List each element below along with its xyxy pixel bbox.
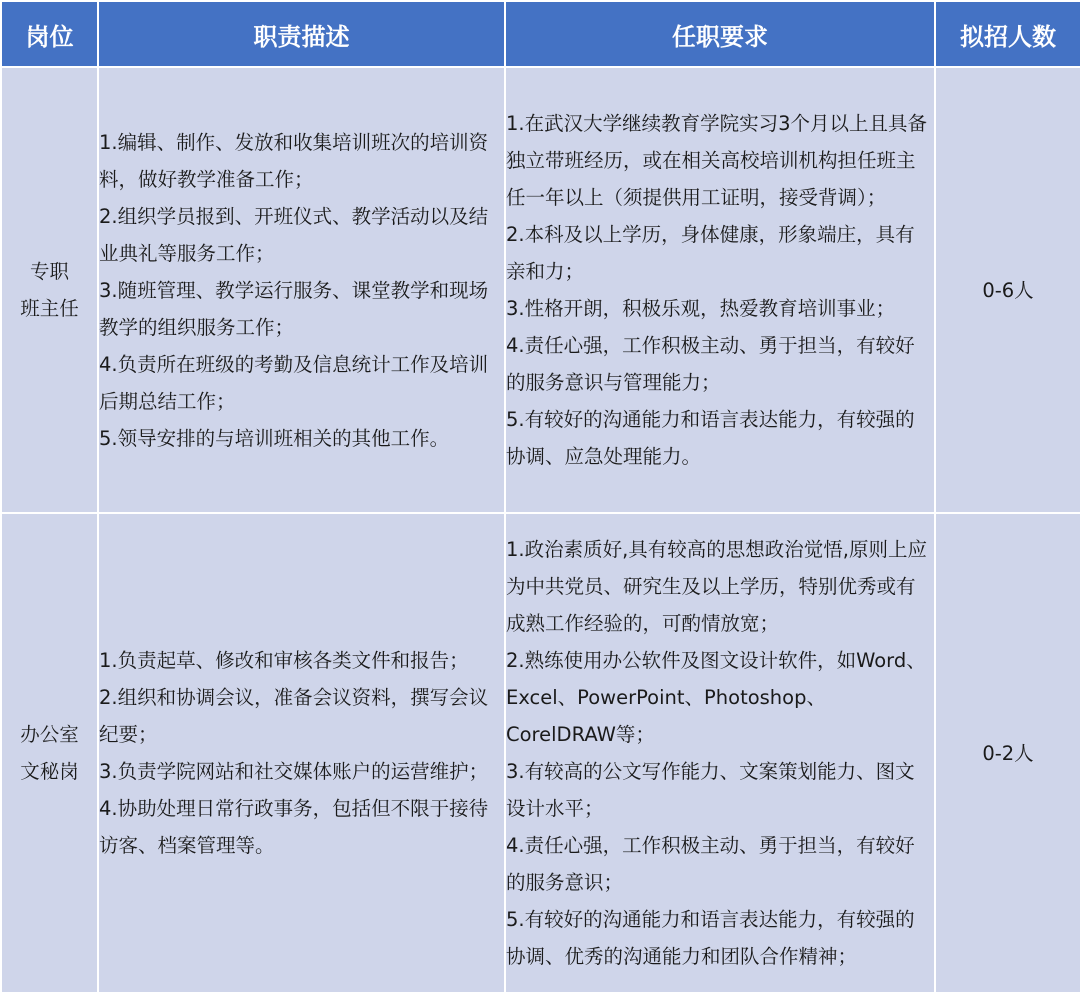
- list-item: 1.负责起草、修改和审核各类文件和报告；: [99, 649, 469, 672]
- list-item: 2.本科及以上学历，身体健康，形象端庄，具有亲和力；: [506, 223, 915, 283]
- list-item: 5.有较好的沟通能力和语言表达能力，有较强的协调、应急处理能力。: [506, 408, 915, 468]
- list-item: 5.领导安排的与培训班相关的其他工作。: [99, 426, 450, 450]
- header-position: 岗位: [1, 1, 98, 67]
- headcount-cell: 0-6人: [935, 67, 1080, 513]
- position-name-line: 专职: [29, 260, 69, 283]
- duties-list: [99, 642, 504, 864]
- list-item: 4.责任心强，工作积极主动、勇于担当，有较好的服务意识与管理能力；: [506, 334, 915, 394]
- header-row: [1, 1, 1080, 67]
- requirements-cell: [505, 513, 935, 993]
- list-item: 3.性格开朗，积极乐观，热爱教育培训事业；: [506, 297, 896, 320]
- position-cell: [1, 67, 98, 513]
- header-count: 拟招人数: [935, 1, 1080, 67]
- list-item: 4.责任心强，工作积极主动、勇于担当，有较好的服务意识；: [506, 834, 915, 894]
- list-item: 4.协助处理日常行政事务，包括但不限于接待访客、档案管理等。: [99, 797, 489, 857]
- list-item: 3.负责学院网站和社交媒体账户的运营维护；: [99, 760, 489, 783]
- requirements-cell: [505, 67, 935, 513]
- list-item: 2.组织学员报到、开班仪式、教学活动以及结业典礼等服务工作；: [99, 204, 489, 265]
- requirements-list: [506, 105, 934, 475]
- list-item: 1.政治素质好,具有较高的思想政治觉悟,原则上应为中共党员、研究生及以上学历，特别优秀或有成熟工作经验的，可酌情放宽；: [506, 538, 928, 635]
- list-item: 2.熟练使用办公软件及图文设计软件，如Word、Excel、PowerPoint、Photoshop、CorelDRAW等；: [506, 649, 926, 746]
- position-name-line: 文秘岗: [20, 760, 79, 783]
- list-item: 1.在武汉大学继续教育学院实习3个月以上且具备独立带班经历，或在相关高校培训机构担任班主任一年以上（须提供用工证明，接受背调）；: [506, 112, 928, 209]
- position-cell: [1, 513, 98, 993]
- table-row: [1, 513, 1080, 993]
- duties-cell: [98, 67, 505, 513]
- list-item: 2.组织和协调会议，准备会议资料，撰写会议纪要；: [99, 686, 489, 746]
- list-item: 3.随班管理、教学运行服务、课堂教学和现场教学的组织服务工作；: [99, 278, 489, 339]
- list-item: 3.有较高的公文写作能力、文案策划能力、图文设计水平；: [506, 760, 915, 820]
- duties-list: [99, 124, 504, 457]
- header-requirements: 任职要求: [505, 1, 935, 67]
- header-duties: 职责描述: [98, 1, 505, 67]
- headcount-cell: 0-2人: [935, 513, 1080, 993]
- position-name-line: 办公室: [20, 723, 79, 746]
- list-item: 4.负责所在班级的考勤及信息统计工作及培训后期总结工作；: [99, 352, 489, 413]
- requirements-list: [506, 531, 934, 975]
- table-row: [1, 67, 1080, 513]
- position-name-line: 班主任: [20, 297, 79, 320]
- list-item: 1.编辑、制作、发放和收集培训班次的培训资料，做好教学准备工作；: [99, 130, 489, 191]
- duties-cell: [98, 513, 505, 993]
- list-item: 5.有较好的沟通能力和语言表达能力，有较强的协调、优秀的沟通能力和团队合作精神；: [506, 908, 915, 968]
